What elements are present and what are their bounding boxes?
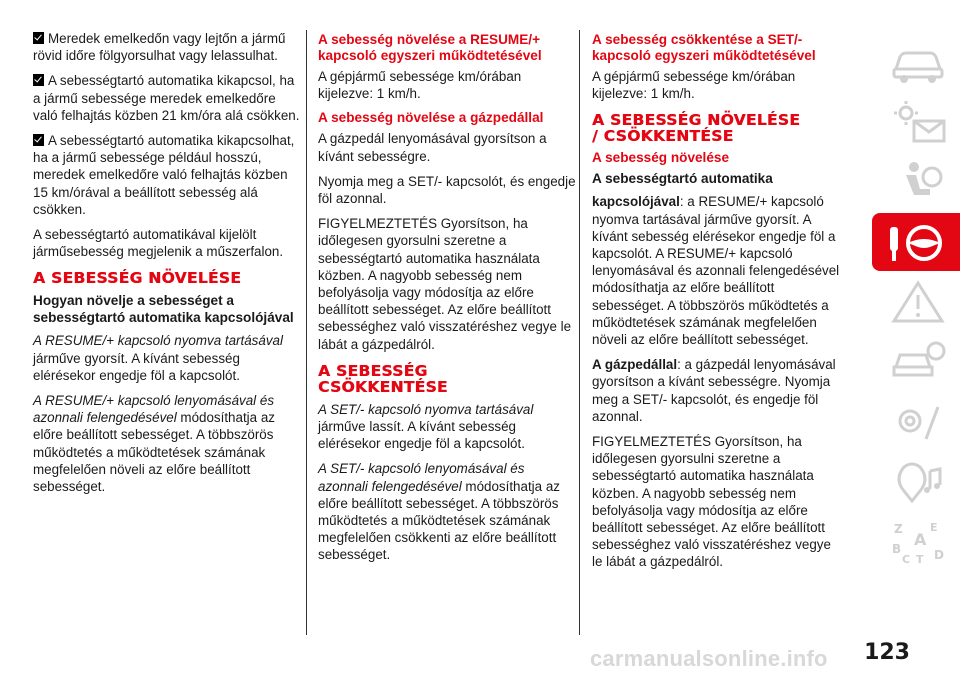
tab-warning-lights[interactable] [875, 93, 960, 151]
multimedia-icon [886, 459, 950, 505]
column-2 [318, 30, 576, 572]
tab-maintenance[interactable] [875, 393, 960, 451]
paragraph: A SET/- kapcsoló lenyomásával és azonnali felengedésével módosíthatja az előre beállított sebességet. A többszörös működtetés a működtetések számának megfelelően csökkenti az előre beállított sebességet. [318, 461, 560, 563]
column-3 [592, 30, 844, 579]
paragraph: A gépjármű sebessége km/órában kijelezve: 1 km/h. [318, 69, 522, 102]
svg-text:A: A [913, 530, 926, 549]
svg-text:T: T [915, 553, 924, 565]
paragraph: Nyomja meg a SET/- kapcsolót, és engedje föl azonnal. [318, 173, 576, 207]
bullet-item: A sebességtartó automatika kikapcsolhat, ha a jármű sebessége például hosszú, meredek emelkedőre való felhajtás közben 15 km/órával a beállított sebesség alá csökken. [33, 133, 295, 217]
svg-text:E: E [929, 521, 938, 534]
watermark: carmanualsonline.info [590, 646, 828, 671]
paragraph: A SET/- kapcsoló nyomva tartásával járműve lassít. A kívánt sebesség elérésekor engedje föl a kapcsolót. [318, 401, 534, 452]
tab-steering-wheel-key[interactable] [872, 213, 960, 271]
warning-lights-icon [886, 99, 950, 145]
tab-alphabetical-index[interactable] [875, 513, 960, 571]
car-service-icon [886, 339, 950, 385]
alphabet-index-icon [886, 519, 950, 565]
bold-lead: A sebességtartó automatika [592, 171, 773, 187]
bullet-item: Meredek emelkedőn vagy lejtőn a jármű rövid időre fölgyorsulhat vagy lelassulhat. [33, 31, 286, 64]
svg-text:D: D [933, 548, 944, 562]
paragraph: A RESUME/+ kapcsoló nyomva tartásával járműve gyorsít. A kívánt sebesség elérésekor engedje föl a kapcsolót. [33, 333, 283, 383]
tab-car[interactable] [875, 33, 960, 91]
tab-car-service[interactable] [875, 333, 960, 391]
tab-multimedia[interactable] [875, 453, 960, 511]
bullet-item: A sebességtartó automatika kikapcsol, ha a jármű sebessége meredek emelkedőre való felhajtás közben 21 km/óra alá csökken. [33, 73, 300, 123]
wrench-gear-icon [886, 399, 950, 445]
page-number: 123 [864, 640, 910, 665]
paragraph: FIGYELMEZTETÉS Gyorsítson, ha időlegesen gyorsulni szeretne a sebességtartó automatika használata közben. A nagyobb sebesség nem befolyásolja vagy módosítja az előre beállított sebességet. Az előre beállított sebességhez való visszatéréshez vegye le lábát a gázpedálról. [318, 216, 572, 352]
subheading: A sebesség növelése a RESUME/+ kapcsoló egyszeri működtetésével [318, 32, 542, 63]
subheading: A sebesség növelése a gázpedállal [318, 110, 544, 126]
paragraph: A gépjármű sebessége km/órában kijelezve: 1 km/h. [592, 69, 796, 102]
road-warning-icon [886, 279, 950, 325]
section-heading: A SEBESSÉG NÖVELÉSE [33, 269, 242, 288]
subheading: A sebesség csökkentése a SET/- kapcsoló egyszeri működtetésével [592, 32, 816, 63]
paragraph: A sebességtartó automatikával kijelölt járműsebesség megjelenik a műszerfalon. [33, 227, 284, 260]
paragraph: A RESUME/+ kapcsoló lenyomásával és azonnali felengedésével módosíthatja az előre beállított sebességet. A többszörös működtetés a működtetések számának megfelelően növeli az előre beállított sebességet. [33, 393, 275, 495]
chapter-sidebar [872, 33, 960, 573]
car-icon [886, 39, 950, 85]
column-divider [306, 30, 307, 635]
paragraph: A gázpedállal: a gázpedál lenyomásával gyorsítson a kívánt sebességre. Nyomja meg a SET/- kapcsolót, és engedje föl azonnal. [592, 357, 836, 424]
checkbox-bullet-icon [33, 74, 44, 86]
subheading: A sebesség növelése [592, 150, 730, 166]
svg-text:C: C [901, 553, 910, 565]
steering-wheel-key-icon [884, 219, 948, 265]
tab-seat-airbag[interactable] [875, 153, 960, 211]
section-heading: A SEBESSÉG CSÖKKENTÉSE [318, 361, 448, 396]
checkbox-bullet-icon [33, 134, 44, 146]
checkbox-bullet-icon [33, 32, 44, 44]
subheading: Hogyan növelje a sebességet a sebességtartó automatika kapcsolójával [33, 293, 294, 326]
paragraph: FIGYELMEZTETÉS Gyorsítson, ha időlegesen gyorsulni szeretne a sebességtartó automatika használata közben. A nagyobb sebesség nem befolyásolja vagy módosítja az előre beállított sebességet. Az előre beállított sebességhez való visszatéréshez vegye le lábát a gázpedálról. [592, 434, 831, 570]
tab-road-warning[interactable] [875, 273, 960, 331]
paragraph: A gázpedál lenyomásával gyorsítson a kívánt sebességre. [318, 131, 547, 164]
paragraph: kapcsolójával: a RESUME/+ kapcsoló nyomva tartásával járműve gyorsít. A kívánt sebesség elérésekor engedje föl a kapcsolót. A RESUME/+ kapcsoló lenyomásával és azonnali felengedésével módosíthatja az előre beállított sebességet. A többszörös működtetés a működtetések számának megfelelően növeli az előre beállított sebességet. [592, 194, 840, 348]
column-divider [579, 30, 580, 635]
seat-airbag-icon [886, 159, 950, 205]
svg-text:Z: Z [893, 522, 903, 536]
column-1 [33, 30, 303, 503]
svg-text:B: B [891, 542, 901, 556]
section-heading: A SEBESSÉG NÖVELÉSE / CSÖKKENTÉSE [592, 111, 801, 146]
